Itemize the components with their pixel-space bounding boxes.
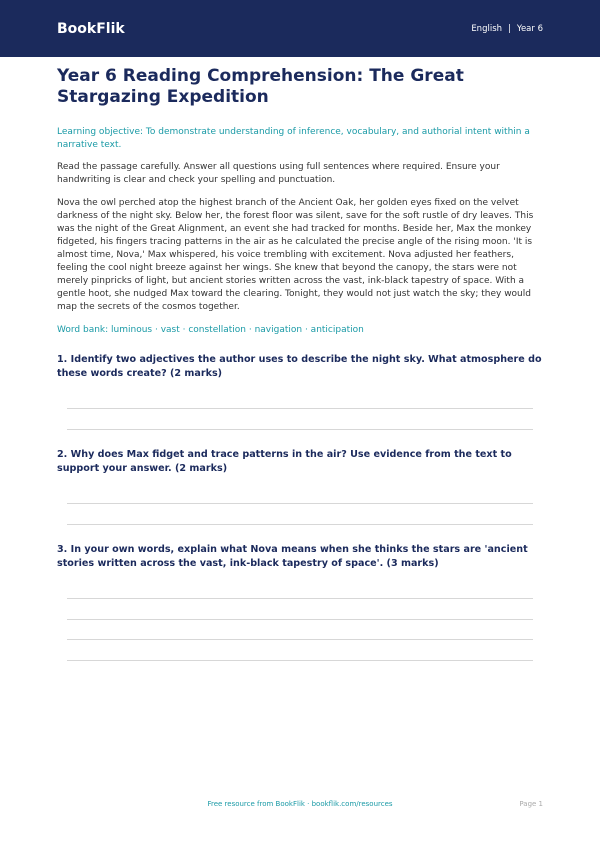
answer-lines-1 xyxy=(57,408,543,430)
header-year: Year 6 xyxy=(516,23,543,34)
header-meta xyxy=(471,24,543,34)
question-3 xyxy=(57,543,543,661)
answer-line[interactable] xyxy=(67,503,533,504)
answer-line[interactable] xyxy=(67,524,533,525)
header-subject: English xyxy=(471,23,503,34)
question-1-text: 1. Identify two adjectives the author uses to describe the night sky. What atmosphere do these words create? (2 marks) xyxy=(57,354,542,379)
worksheet-title: Year 6 Reading Comprehension: The Great Stargazing Expedition xyxy=(57,66,464,107)
brand-logo-text: BookFlik xyxy=(57,20,125,37)
learning-objective: Learning objective: To demonstrate understanding of inference, vocabulary, and authorial intent within a narrative text. xyxy=(57,127,530,150)
answer-line[interactable] xyxy=(67,598,533,599)
page-footer xyxy=(57,800,543,814)
instructions: Read the passage carefully. Answer all questions using full sentences where required. Ensure your handwriting is clear and check your spelling and punctuation. xyxy=(57,162,500,185)
answer-line[interactable] xyxy=(67,429,533,430)
answer-line[interactable] xyxy=(67,639,533,640)
question-2 xyxy=(57,448,543,525)
answer-line[interactable] xyxy=(67,408,533,409)
answer-line[interactable] xyxy=(67,619,533,620)
worksheet-content xyxy=(57,66,543,680)
answer-lines-2 xyxy=(57,503,543,525)
question-3-text: 3. In your own words, explain what Nova means when she thinks the stars are 'ancient stories written across the vast, ink-black tapestry of space'. (3 marks) xyxy=(57,544,528,569)
reading-passage: Nova the owl perched atop the highest branch of the Ancient Oak, her golden eyes fixed on the velvet darkness of the night sky. Below her, the forest floor was silent, save for the soft rustle of dry leaves. This was the night of the Great Alignment, an event she had tracked for months. Beside her, Max the monkey fidgeted, his fingers tracing patterns in the air as he calculated the precise angle of the rising moon. 'It is almost time, Nova,' Max whispered, his voice trembling with excitement. Nova adjusted her feathers, feeling the cool night breeze against her wings. She knew that beyond the canopy, the stars were not merely pinpricks of light, but ancient stories written across the vast, ink-black tapestry of space. With a gentle hoot, she nudged Max toward the clearing. Tonight, they would not just watch the sky; they would map the secrets of the cosmos together. xyxy=(57,198,534,312)
page-number: Page 1 xyxy=(519,800,543,808)
answer-line[interactable] xyxy=(67,660,533,661)
page-header xyxy=(0,0,600,57)
footer-resource-link[interactable]: Free resource from BookFlik · bookflik.com/resources xyxy=(207,800,393,808)
header-separator: | xyxy=(508,23,511,34)
question-1 xyxy=(57,353,543,430)
question-2-text: 2. Why does Max fidget and trace patterns in the air? Use evidence from the text to support your answer. (2 marks) xyxy=(57,449,512,474)
word-bank: Word bank: luminous · vast · constellation · navigation · anticipation xyxy=(57,325,364,335)
answer-lines-3 xyxy=(57,598,543,661)
